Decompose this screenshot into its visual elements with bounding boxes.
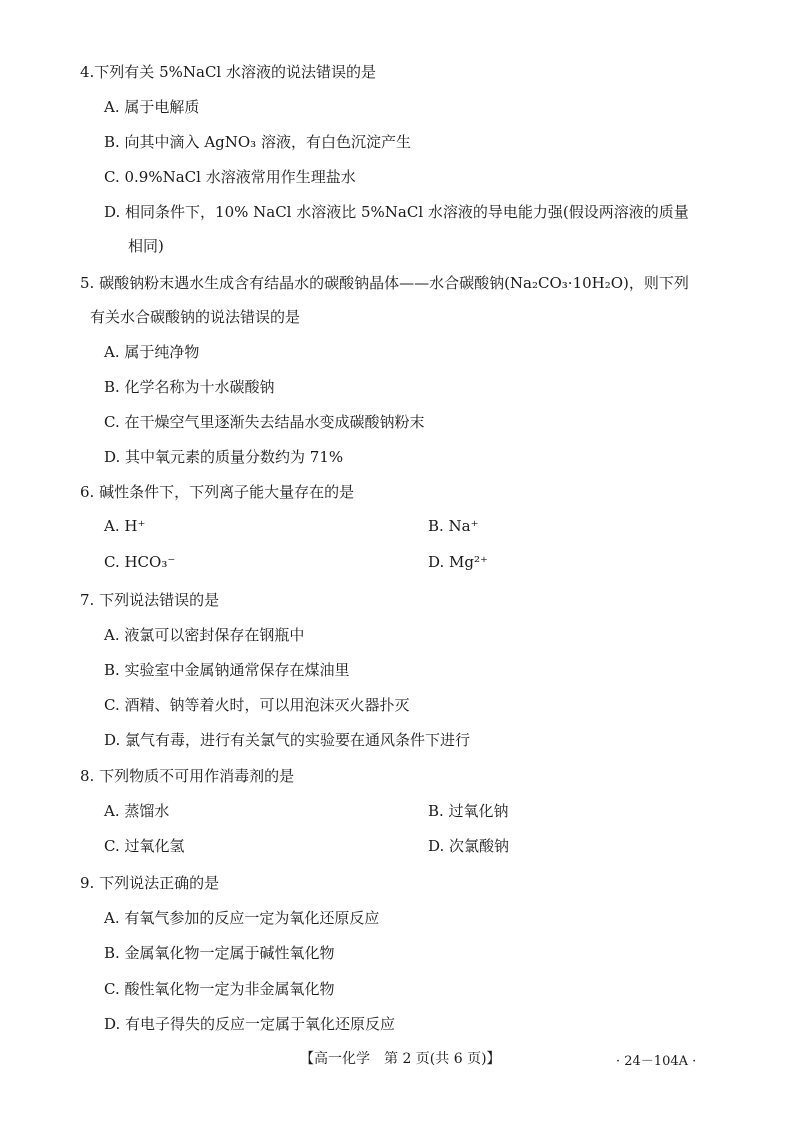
question-6-option-d: D. Mg²⁺ bbox=[428, 553, 488, 571]
question-8-stem: 8. 下列物质不可用作消毒剂的是 bbox=[80, 767, 295, 785]
question-7-option-d: D. 氯气有毒，进行有关氯气的实验要在通风条件下进行 bbox=[104, 731, 471, 749]
question-8-option-c: C. 过氧化氢 bbox=[104, 837, 185, 855]
question-5-stem: 5. 碳酸钠粉末遇水生成含有结晶水的碳酸钠晶体——水合碳酸钠(Na₂CO₃·10H₂O)，则下列 bbox=[80, 274, 689, 292]
question-8-option-a: A. 蒸馏水 bbox=[104, 802, 170, 820]
question-5-option-b: B. 化学名称为十水碳酸钠 bbox=[104, 378, 275, 396]
question-6-option-a: A. H⁺ bbox=[104, 517, 146, 535]
question-4-option-a: A. 属于电解质 bbox=[104, 98, 200, 116]
question-7-option-a: A. 液氯可以密封保存在钢瓶中 bbox=[104, 626, 305, 644]
question-5-option-d: D. 其中氧元素的质量分数约为 71% bbox=[104, 448, 344, 466]
question-5-option-c: C. 在干燥空气里逐渐失去结晶水变成碳酸钠粉末 bbox=[104, 413, 425, 431]
question-7-option-c: C. 酒精、钠等着火时，可以用泡沫灭火器扑灭 bbox=[104, 696, 410, 714]
question-7-stem: 7. 下列说法错误的是 bbox=[80, 591, 220, 609]
question-4-stem: 4.下列有关 5%NaCl 水溶液的说法错误的是 bbox=[80, 63, 376, 81]
question-4-option-d: D. 相同条件下，10% NaCl 水溶液比 5%NaCl 水溶液的导电能力强(假设两溶液的质量 bbox=[104, 203, 689, 221]
question-8-option-b: B. 过氧化钠 bbox=[428, 802, 509, 820]
question-4-option-d-continued: 相同) bbox=[128, 237, 164, 255]
question-5-option-a: A. 属于纯净物 bbox=[104, 343, 200, 361]
question-6-stem: 6. 碱性条件下，下列离子能大量存在的是 bbox=[80, 483, 355, 501]
question-7-option-b: B. 实验室中金属钠通常保存在煤油里 bbox=[104, 661, 350, 679]
question-9-option-a: A. 有氧气参加的反应一定为氧化还原反应 bbox=[104, 909, 380, 927]
question-6-option-b: B. Na⁺ bbox=[428, 517, 479, 535]
question-8-option-d: D. 次氯酸钠 bbox=[428, 837, 510, 855]
paper-code: · 24－104A · bbox=[616, 1054, 697, 1069]
question-9-option-d: D. 有电子得失的反应一定属于氧化还原反应 bbox=[104, 1015, 396, 1033]
question-9-stem: 9. 下列说法正确的是 bbox=[80, 874, 220, 892]
question-4-option-b: B. 向其中滴入 AgNO₃ 溶液，有白色沉淀产生 bbox=[104, 133, 411, 151]
page-footer: 【高一化学 第 2 页(共 6 页)】 bbox=[300, 1051, 501, 1067]
question-9-option-b: B. 金属氧化物一定属于碱性氧化物 bbox=[104, 944, 335, 962]
question-4-option-c: C. 0.9%NaCl 水溶液常用作生理盐水 bbox=[104, 168, 356, 186]
question-6-option-c: C. HCO₃⁻ bbox=[104, 553, 176, 571]
question-5-stem-continued: 有关水合碳酸钠的说法错误的是 bbox=[90, 308, 301, 326]
question-9-option-c: C. 酸性氧化物一定为非金属氧化物 bbox=[104, 980, 335, 998]
